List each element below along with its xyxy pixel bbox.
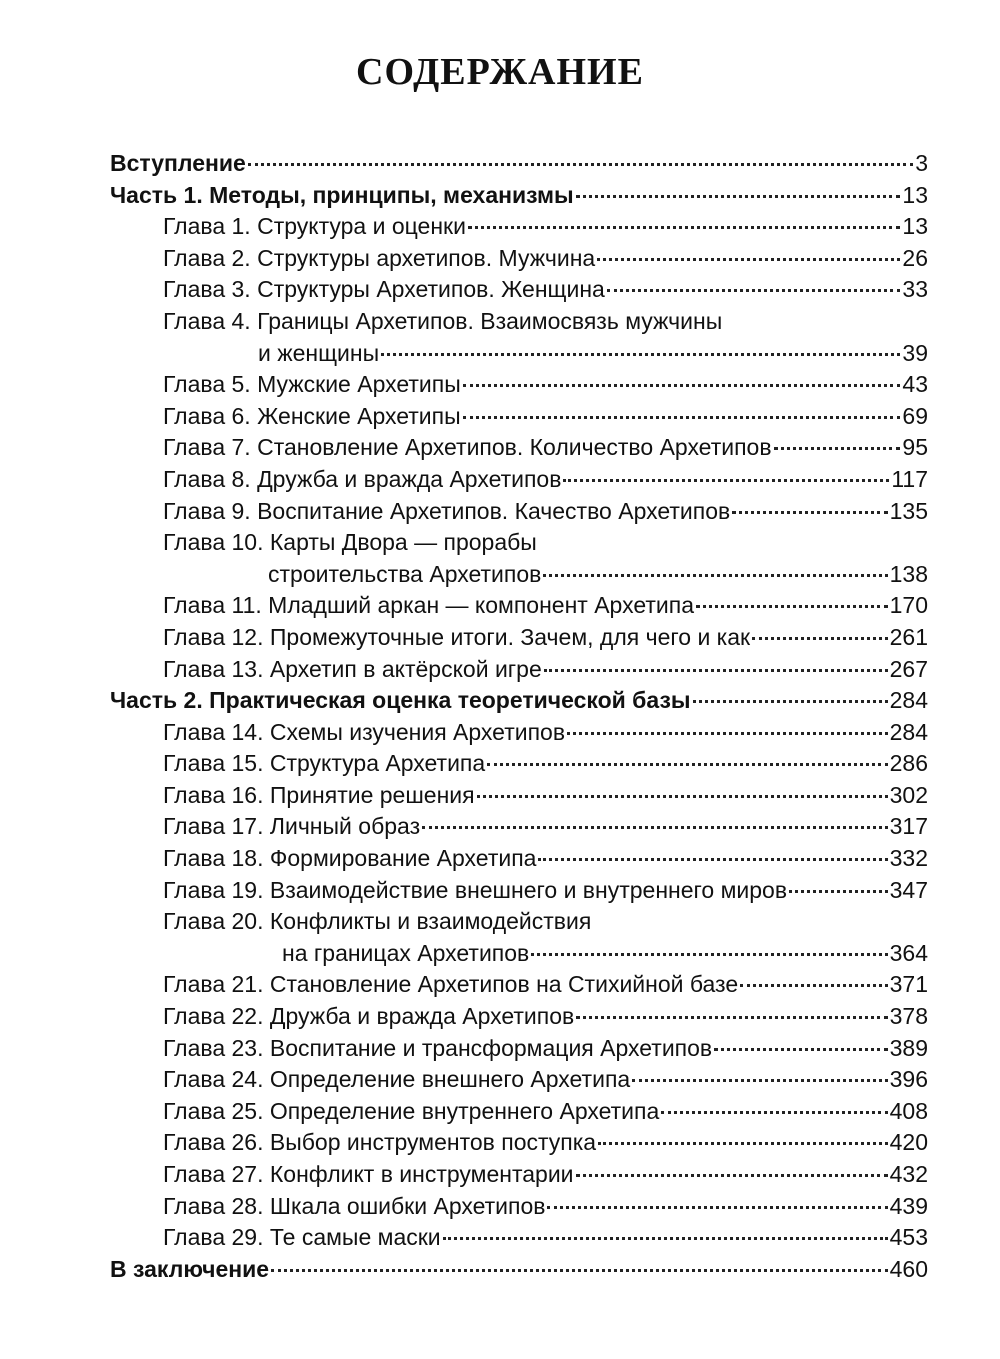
toc-entry-title: Глава 24. Определение внешнего Архетипа [163,1066,631,1093]
toc-entry-title: Глава 17. Личный образ [163,813,421,840]
dot-leader [598,1142,888,1145]
dot-leader [544,669,888,672]
toc-entry[interactable] [110,780,928,812]
table-of-contents [110,148,928,1285]
toc-entry-continuation[interactable] [110,338,928,370]
toc-entry-page: 317 [889,813,928,840]
toc-entry[interactable] [110,401,928,433]
toc-entry-page: 371 [889,971,928,998]
toc-entry-page: 261 [889,623,928,650]
toc-entry-page: 408 [889,1097,928,1124]
toc-entry[interactable] [110,590,928,622]
toc-entry-page: 364 [889,939,928,966]
dot-leader [693,700,888,703]
dot-leader [752,637,888,640]
toc-entry-title: Глава 29. Те самые маски [163,1224,441,1251]
toc-entry-title: Глава 13. Архетип в актёрской игре [163,655,542,682]
toc-entry[interactable] [110,654,928,686]
toc-entry-title: Вступление [110,150,246,176]
dot-leader [547,1206,887,1209]
toc-entry-page: 3 [915,150,928,176]
toc-entry[interactable] [110,1064,928,1096]
toc-entry-first-line[interactable] [110,306,928,338]
toc-entry-page: 284 [889,718,928,745]
toc-entry[interactable] [110,1191,928,1223]
dot-leader [661,1111,887,1114]
toc-entry-page: 396 [889,1066,928,1093]
dot-leader [463,384,901,387]
toc-entry-title: Глава 14. Схемы изучения Архетипов [163,718,566,745]
toc-entry-title: В заключение [110,1255,270,1282]
dot-leader [463,416,901,419]
toc-entry[interactable] [110,211,928,243]
toc-entry-title: Глава 19. Взаимодействие внешнего и внутреннего миров [163,876,788,903]
toc-entry-title: Глава 10. Карты Двора — прорабы [163,529,537,556]
dot-leader [543,574,887,577]
toc-entry-page: 332 [889,845,928,872]
toc-entry-page: 378 [889,1003,928,1030]
toc-entry-title: Глава 21. Становление Архетипов на Стихийной базе [163,971,739,998]
toc-entry-title: Глава 7. Становление Архетипов. Количество Архетипов [163,434,772,461]
page-title: СОДЕРЖАНИЕ [356,51,644,93]
toc-entry-page: 33 [902,276,928,303]
dot-leader [538,858,887,861]
toc-entry[interactable] [110,180,928,212]
dot-leader [576,195,901,198]
toc-entry[interactable] [110,685,928,717]
dot-leader [774,447,901,450]
toc-entry-page: 420 [889,1129,928,1156]
toc-entry-title: Глава 5. Мужские Архетипы [163,371,461,398]
toc-entry[interactable] [110,1127,928,1159]
toc-entry-title: Глава 12. Промежуточные итоги. Зачем, для чего и как [163,623,751,650]
toc-entry-page: 138 [889,560,928,587]
dot-leader [576,1016,887,1019]
toc-entry-title: Глава 23. Воспитание и трансформация Архетипов [163,1034,713,1061]
toc-entry-title: Глава 4. Границы Архетипов. Взаимосвязь мужчины [163,307,723,334]
toc-entry-page: 13 [902,181,928,208]
dot-leader [563,479,889,482]
toc-entry[interactable] [110,243,928,275]
toc-entry-title: Часть 1. Методы, принципы, механизмы [110,181,574,208]
toc-entry[interactable] [110,875,928,907]
toc-entry-title: Глава 26. Выбор инструментов поступка [163,1129,597,1156]
toc-entry-page: 389 [889,1034,928,1061]
toc-entry-title: Глава 22. Дружба и вражда Архетипов [163,1003,575,1030]
toc-entry[interactable] [110,148,928,180]
toc-entry-title: Глава 28. Шкала ошибки Архетипов [163,1192,546,1219]
toc-entry-title: Глава 25. Определение внутреннего Архетипа [163,1097,660,1124]
dot-leader [567,732,888,735]
toc-entry[interactable] [110,1001,928,1033]
toc-entry[interactable] [110,1254,928,1286]
toc-entry-page: 439 [889,1192,928,1219]
dot-leader [381,353,900,356]
toc-entry-page: 95 [902,434,928,461]
dot-leader [607,289,901,292]
toc-entry[interactable] [110,369,928,401]
toc-entry-title-continuation: и женщины [258,339,380,366]
dot-leader [740,984,888,987]
dot-leader [468,226,900,229]
toc-entry[interactable] [110,843,928,875]
toc-entry-page: 39 [902,339,928,366]
toc-entry-title: Глава 2. Структуры архетипов. Мужчина [163,244,596,271]
toc-entry-title: Глава 16. Принятие решения [163,781,475,808]
dot-leader [789,890,888,893]
toc-entry-page: 432 [889,1161,928,1187]
dot-leader [576,1174,888,1177]
toc-entry[interactable] [110,748,928,780]
toc-entry[interactable] [110,811,928,843]
toc-entry[interactable] [110,496,928,528]
dot-leader [422,826,888,829]
toc-entry-page: 453 [889,1224,928,1251]
toc-entry-page: 43 [902,371,928,398]
toc-entry-title: Глава 20. Конфликты и взаимодействия [163,908,592,935]
toc-entry-page: 286 [889,750,928,777]
toc-entry[interactable] [110,1096,928,1128]
toc-entry-continuation[interactable] [110,559,928,591]
toc-entry-title: Глава 9. Воспитание Архетипов. Качество Архетипов [163,497,731,524]
dot-leader [531,953,887,956]
toc-entry-title: Глава 18. Формирование Архетипа [163,845,537,872]
toc-entry[interactable] [110,622,928,654]
toc-entry-title: Глава 3. Структуры Архетипов. Женщина [163,276,605,303]
toc-entry-first-line[interactable] [110,906,928,938]
toc-entry-page: 302 [889,781,928,808]
dot-leader [487,763,887,766]
toc-entry-page: 460 [889,1255,928,1282]
toc-entry-page: 117 [891,465,928,492]
toc-entry-title: Глава 11. Младший аркан — компонент Архетипа [163,592,694,619]
toc-entry-page: 284 [889,687,928,714]
toc-entry-title: Глава 6. Женские Архетипы [163,402,461,429]
toc-entry-title: Глава 27. Конфликт в инструментарии [163,1161,574,1187]
dot-leader [714,1048,887,1051]
toc-entry-page: 69 [902,402,928,429]
toc-entry-title: Глава 1. Структура и оценки [163,213,466,240]
toc-entry-title-continuation: строительства Архетипов [268,560,542,587]
dot-leader [248,163,913,166]
dot-leader [696,605,888,608]
dot-leader [597,258,900,261]
toc-entry-first-line[interactable] [110,527,928,559]
toc-entry[interactable] [110,717,928,749]
toc-entry-title: Часть 2. Практическая оценка теоретической базы [110,687,691,714]
toc-entry-page: 135 [889,497,928,524]
toc-entry-page: 347 [889,876,928,903]
toc-entry-page: 170 [889,592,928,619]
toc-entry-page: 26 [902,244,928,271]
toc-entry-title: Глава 15. Структура Архетипа [163,750,486,777]
toc-entry-page: 13 [902,213,928,240]
toc-entry[interactable] [110,1033,928,1065]
toc-entry[interactable] [110,464,928,496]
toc-entry[interactable] [110,1222,928,1254]
toc-entry-continuation[interactable] [110,938,928,970]
toc-entry-page: 267 [889,655,928,682]
dot-leader [632,1079,887,1082]
toc-entry[interactable] [110,274,928,306]
toc-entry-title: Глава 8. Дружба и вражда Архетипов [163,465,562,492]
toc-entry[interactable] [110,432,928,464]
dot-leader [271,1269,888,1272]
dot-leader [443,1237,888,1240]
toc-entry[interactable] [110,969,928,1001]
dot-leader [477,795,888,798]
toc-entry-title-continuation: на границах Архетипов [282,939,530,966]
toc-entry[interactable] [110,1159,928,1191]
dot-leader [732,511,887,514]
